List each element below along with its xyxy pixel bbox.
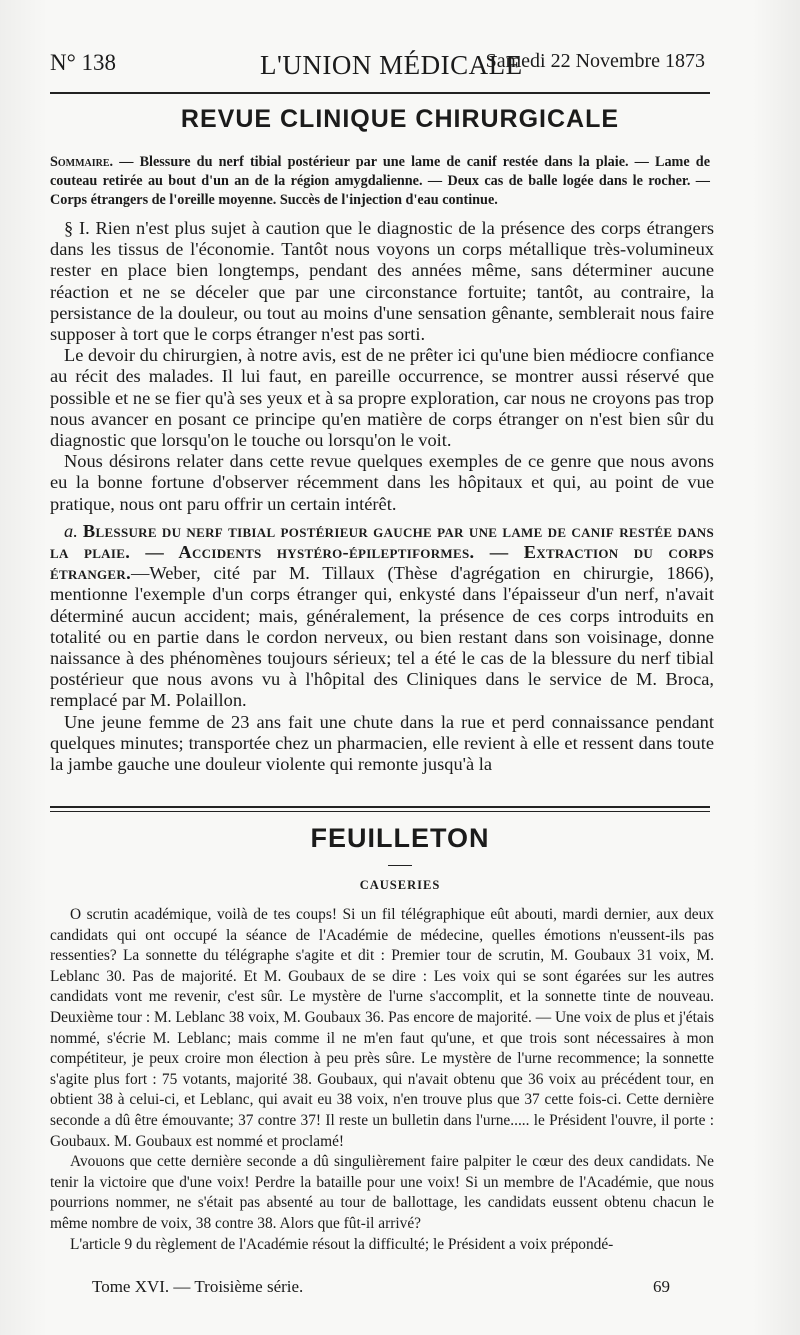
- paragraph: Nous désirons relater dans cette revue quelques exemples de ce genre que nous avons eu la bonne fortune d'observer récemment dans les hôpitaux et qui, au point de vue pratique, nous ont paru offrir un certain intérêt.: [50, 451, 714, 514]
- case-heading: Blessure du nerf tibial postérieur gauche par une lame de canif restée dans la plaie. — Accidents hystéro-épileptiformes. — Extraction du corps étranger.: [50, 520, 714, 584]
- summary: [50, 153, 710, 210]
- feuilleton-body: [50, 905, 714, 1255]
- issue-date: Samedi 22 Novembre 1873: [485, 50, 705, 72]
- title-dash: [388, 865, 412, 866]
- issue-number: N° 138: [50, 50, 117, 75]
- paragraph: O scrutin académique, voilà de tes coups! Si un fil télégraphique eût abouti, mardi dernier, aux deux candidats qui ont occupé la séance de l'Académie de médecine, quelles émotions n'eussent-ils pas ressenties? La sonnette du télégraphe s'agite et dit : Premier tour de scrutin, M. Goubaux 31 voix, M. Leblanc 30. Pas de majorité. Et M. Goubaux de se dire : Les voix qui se sont égarées sur les autres candidats vont me revenir, c'est sûr. Le mystère de l'urne s'accomplit, et la sonnette tinte de nouveau. Deuxième tour : M. Leblanc 38 voix, M. Goubaux 36. Pas encore de majorité. — Une voix de plus et j'étais nommé, s'écrie M. Leblanc; mais comme il ne m'en faut qu'une, et que trois sont nécessaires à mon compétiteur, je peux croire mon élection à peu près sûre. Le mystère de l'urne recommence; la sonnette s'agite plus fort : 75 votants, majorité 38. Goubaux, qui n'avait obtenu que 36 voix au précédent tour, en obtient 38 à celui-ci, et Leblanc, qui avait eu 38 voix, n'en trouve plus que 37 cette fois-ci. Cette dernière seconde a dû être émouvante; 37 contre 37! Il reste un bulletin dans l'urne..... le Président l'ouvre, il porte : Goubaux. M. Goubaux est nommé et proclamé!: [50, 906, 714, 1150]
- summary-label: Sommaire.: [50, 154, 114, 170]
- volume-label: Tome XVI. — Troisième série.: [92, 1277, 304, 1296]
- feuilleton-title: FEUILLETON: [310, 823, 490, 853]
- header-rule: [50, 92, 710, 94]
- paragraph: § I. Rien n'est plus sujet à caution que le diagnostic de la présence des corps étrangers dans les tissus de l'économie. Tantôt nous voyons un corps métallique très-volumineux rester en place bien longtemps, pendant des années même, sans déterminer aucune réaction et ne se déceler que par une circonstance fortuite; tantôt, au contraire, la persistance de la douleur, ou tout au moins d'une sensation gênante, semblerait nous faire supposer à tort que le corps étranger n'est pas sorti.: [50, 218, 714, 345]
- paragraph: Une jeune femme de 23 ans fait une chute dans la rue et perd connaissance pendant quelques minutes; transportée chez un pharmacien, elle revient à elle et ressent dans toute la jambe gauche une douleur violente qui remonte jusqu'à la: [50, 711, 714, 775]
- case-letter: a.: [64, 520, 78, 541]
- paragraph: Avouons que cette dernière seconde a dû singulièrement faire palpiter le cœur des deux candidats. Ne tenir la victoire que d'une voix! Perdre la bataille pour une voix! Si un membre de l'Académie, que nous pourrions nommer, ne s'était pas absenté au tour de ballottage, les candidats eussent obtenu chacun le même nombre de voix, 38 contre 38. Alors que fût-il arrivé?: [50, 1153, 714, 1232]
- feuilleton-rule-top: [50, 806, 710, 808]
- journal-title: L'UNION MÉDICALE: [260, 50, 523, 80]
- case-text: —Weber, cité par M. Tillaux (Thèse d'agrégation en chirurgie, 1866), mentionne l'exemple d'un corps étranger qui, enkysté dans l'épaisseur d'un nerf, n'avait déterminé aucun accident; mais, généralement, la présence de ces corps introduits en totalité ou en partie dans le cordon nerveux, ou bien restant dans son voisinage, donne naissance à des phénomènes toujours sérieux; tel a été le cas de la blessure du nerf tibial postérieur que nous avons vu à l'hôpital des Cliniques dans le service de M. Broca, remplacé par M. Polaillon.: [50, 563, 714, 711]
- page-footer: [50, 1277, 670, 1301]
- feuilleton-rule-bottom: [50, 811, 710, 812]
- paragraph: L'article 9 du règlement de l'Académie résout la difficulté; le Président a voix prépondé-: [70, 1235, 614, 1253]
- page-header: [50, 40, 705, 90]
- feuilleton-subtitle: CAUSERIES: [359, 878, 441, 892]
- paragraph: Le devoir du chirurgien, à notre avis, est de ne prêter ici qu'une bien médiocre confiance au récit des malades. Il lui faut, en pareille occurrence, se montrer aussi réservé que possible et ne se fier qu'à ses yeux et à sa propre exploration, car nous ne croyons pas trop nous avancer en posant ce principe qu'en matière de corps étranger on n'est bien sûr du diagnostic que lorsqu'on le touche ou lorsqu'on le voit.: [50, 345, 714, 451]
- case-a: [50, 521, 714, 712]
- summary-text: — Blessure du nerf tibial postérieur par une lame de canif restée dans la plaie. — Lame de couteau retirée au bout d'un an de la région amygdalienne. — Deux cas de balle logée dans le rocher. — Corps étrangers de l'oreille moyenne. Succès de l'injection d'eau continue.: [50, 154, 710, 208]
- article-body: [50, 218, 714, 775]
- page-number: 69: [653, 1277, 670, 1296]
- section-title: REVUE CLINIQUE CHIRURGICALE: [180, 105, 620, 133]
